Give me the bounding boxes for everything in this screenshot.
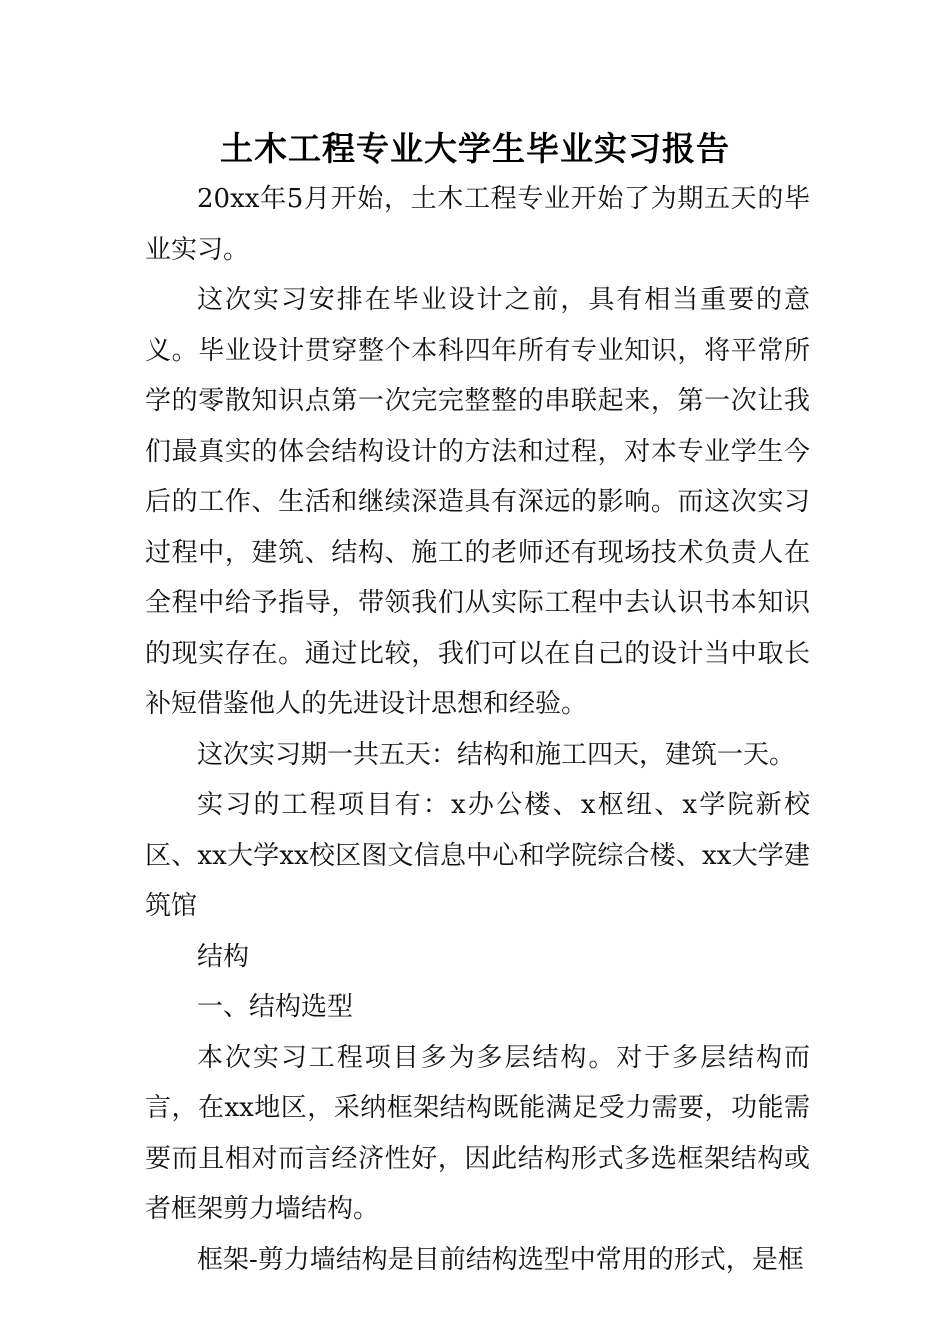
paragraph-intro: 20xx年5月开始，土木工程专业开始了为期五天的毕业实习。 (145, 184, 810, 265)
document-body (145, 174, 810, 1285)
paragraph-projects: 实习的工程项目有：x办公楼、x枢纽、x学院新校区、xx大学xx校区图文信息中心和学院综合楼、xx大学建筑馆 (145, 790, 810, 921)
section-heading-structure: 结构 (197, 941, 250, 972)
subsection-heading-structure-selection: 一、结构选型 (197, 992, 354, 1022)
paragraph-structure-type: 本次实习工程项目多为多层结构。对于多层结构而言，在xx地区，采纳框架结构既能满足受力需要，功能需要而且相对而言经济性好，因此结构形式多选框架结构或者框架剪力墙结构。 (145, 1042, 810, 1224)
paragraph-frame-shear-wall: 框架-剪力墙结构是目前结构选型中常用的形式，是框 (197, 1244, 804, 1275)
document-title: 土木工程专业大学生毕业实习报告 (220, 129, 730, 168)
paragraph-duration: 这次实习期一共五天：结构和施工四天，建筑一天。 (197, 739, 796, 770)
paragraph-significance: 这次实习安排在毕业设计之前，具有相当重要的意义。毕业设计贯穿整个本科四年所有专业知识，将平常所学的零散知识点第一次完完整整的串联起来，第一次让我们最真实的体会结构设计的方法和过程，对本专业学生今后的工作、生活和继续深造具有深远的影响。而这次实习过程中，建筑、结构、施工的老师还有现场技术负责人在全程中给予指导，带领我们从实际工程中去认识书本知识的现实存在。通过比较，我们可以在自己的设计当中取长补短借鉴他人的先进设计思想和经验。 (145, 285, 810, 719)
